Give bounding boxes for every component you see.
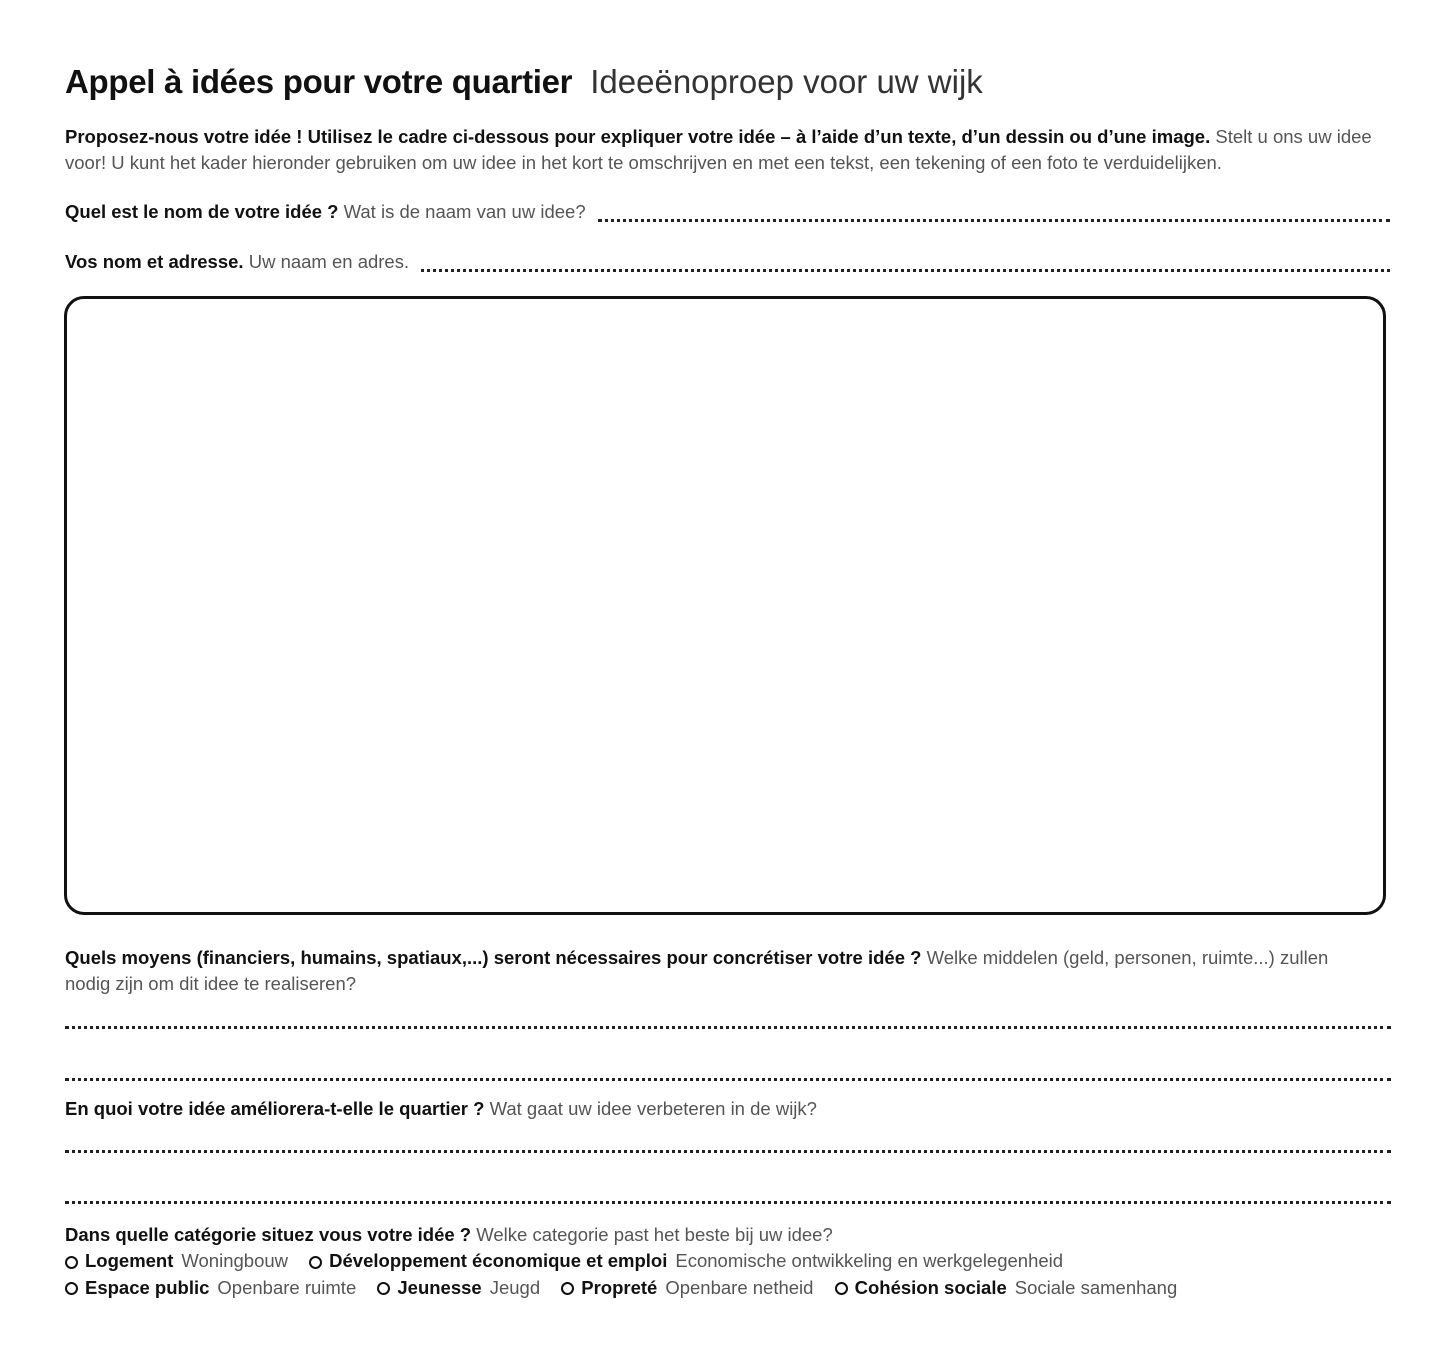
category-section [65, 1222, 1385, 1301]
means-answer-line-1[interactable] [65, 1026, 1391, 1029]
improve-answer-line-2[interactable] [65, 1201, 1391, 1204]
category-option-label-nl: Sociale samenhang [1014, 1276, 1178, 1298]
improve-question-fr: En quoi votre idée améliorera-t-elle le quartier ? [65, 1098, 485, 1119]
improve-question [65, 1096, 1365, 1122]
category-option-label-fr: Propreté [581, 1276, 658, 1298]
category-question-fr: Dans quelle catégorie situez vous votre idée ? [65, 1224, 472, 1245]
page-title-nl: Ideeënoproep voor uw wijk [590, 63, 983, 100]
category-option-label-nl: Jeugd [489, 1276, 541, 1298]
name-address-label-nl: Uw naam en adres. [248, 251, 410, 272]
category-option-jeunesse[interactable] [377, 1275, 540, 1301]
idea-description-box[interactable] [64, 296, 1386, 915]
category-option-label-nl: Openbare netheid [665, 1276, 814, 1298]
category-question [65, 1222, 1385, 1248]
radio-circle-icon[interactable] [561, 1282, 574, 1295]
category-option-logement[interactable] [65, 1248, 288, 1274]
category-option-cohesion-sociale[interactable] [835, 1275, 1178, 1301]
category-option-label-nl: Woningbouw [181, 1250, 289, 1271]
category-option-proprete[interactable] [561, 1275, 813, 1301]
page-title-fr: Appel à idées pour votre quartier [65, 63, 573, 100]
intro-nl: Stelt u ons uw idee voor! U kunt het kader hieronder gebruiken om uw idee in het kort te omschrijven en met een tekst, een tekening of een foto te verduidelijken. [65, 126, 1372, 173]
intro-fr: Proposez-nous votre idée ! Utilisez le cadre ci-dessous pour expliquer votre idée – à l’aide d’un texte, d’un dessin ou d’une image. [65, 126, 1211, 147]
radio-circle-icon[interactable] [65, 1282, 78, 1295]
category-option-label-nl: Economische ontwikkeling en werkgelegenheid [675, 1250, 1064, 1271]
improve-question-nl: Wat gaat uw idee verbeteren in de wijk? [489, 1098, 817, 1119]
category-options-row-1 [65, 1248, 1385, 1275]
radio-circle-icon[interactable] [65, 1256, 78, 1269]
means-question [65, 945, 1365, 997]
idea-name-label [65, 200, 586, 224]
category-option-espace-public[interactable] [65, 1275, 356, 1301]
category-question-nl: Welke categorie past het beste bij uw idee? [476, 1224, 833, 1245]
idea-name-field [65, 200, 1390, 224]
radio-circle-icon[interactable] [309, 1256, 322, 1269]
radio-circle-icon[interactable] [377, 1282, 390, 1295]
radio-circle-icon[interactable] [835, 1282, 848, 1295]
intro-text [65, 124, 1385, 176]
page-title [65, 60, 983, 111]
means-answer-line-2[interactable] [65, 1078, 1391, 1081]
category-option-label-fr: Jeunesse [397, 1276, 482, 1298]
idea-name-label-fr: Quel est le nom de votre idée ? [65, 201, 339, 222]
category-option-label-nl: Openbare ruimte [217, 1276, 357, 1298]
category-options-row-2 [65, 1275, 1385, 1302]
category-option-label-fr: Espace public [85, 1276, 210, 1298]
category-option-developpement[interactable] [309, 1248, 1063, 1274]
category-option-label-fr: Développement économique et emploi [329, 1250, 668, 1271]
idea-name-input-line[interactable] [598, 219, 1390, 222]
means-question-fr: Quels moyens (financiers, humains, spatiaux,...) seront nécessaires pour concrétiser votre idée ? [65, 947, 922, 968]
idea-name-label-nl: Wat is de naam van uw idee? [343, 201, 586, 222]
means-question-nl: Welke middelen (geld, personen, ruimte...) zullen nodig zijn om dit idee te realiseren? [65, 947, 1329, 994]
name-address-label-fr: Vos nom et adresse. [65, 251, 244, 272]
name-address-input-line[interactable] [421, 269, 1390, 272]
category-option-label-fr: Logement [85, 1250, 174, 1271]
name-address-label [65, 250, 409, 274]
improve-answer-line-1[interactable] [65, 1150, 1391, 1153]
name-address-field [65, 250, 1390, 274]
category-option-label-fr: Cohésion sociale [854, 1276, 1007, 1298]
